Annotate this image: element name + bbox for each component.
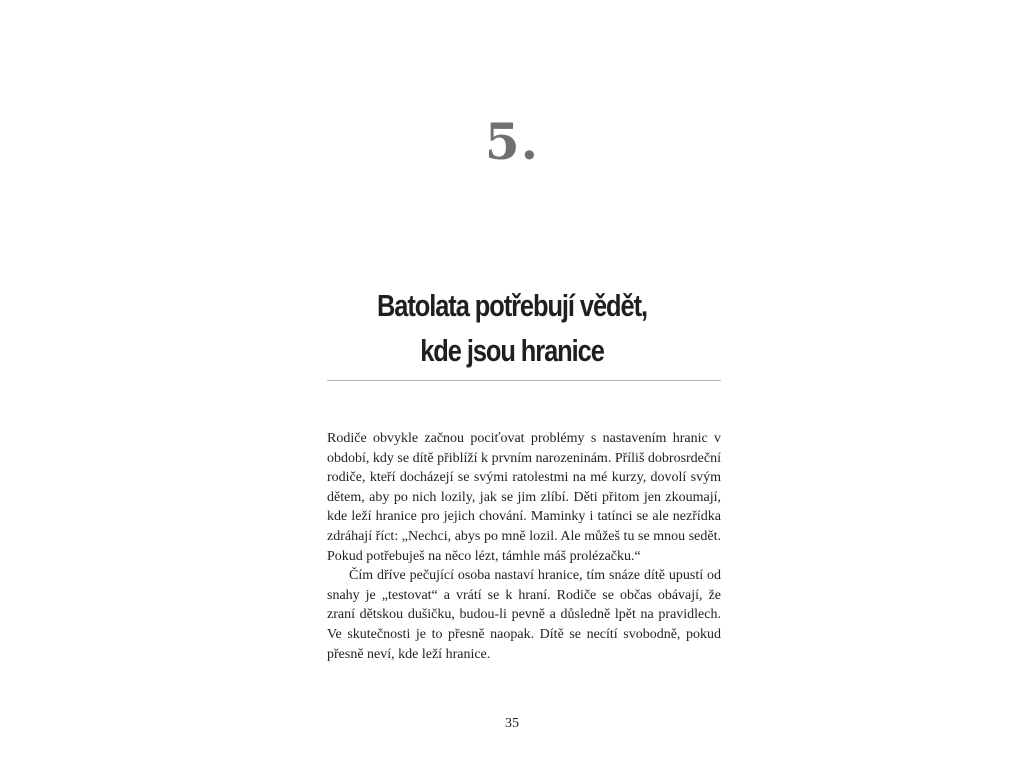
page-number: 35 [505, 716, 519, 731]
chapter-title [338, 283, 686, 373]
title-divider [327, 380, 721, 381]
chapter-number: 5. [484, 112, 540, 171]
paragraph-2: Čím dříve pečující osoba nastaví hranice, tím snáze dítě upustí od snahy je „testovat“ a vrátí se k hraní. Rodiče se občas obávají, že zraní dětskou dušičku, budou-li pevně a důsledně lpět na pravidlech. Ve skutečnosti je to přesně naopak. Dítě se necítí svobodně, pokud přesně neví, kde leží hranice. [327, 568, 721, 662]
paragraph-1: Rodiče obvykle začnou pociťovat problémy s nastavením hranic v období, kdy se dítě přiblíží k prvním narozeninám. Příliš dobrosrdeční rodiče, kteří docházejí se svými ratolestmi na mé kurzy, dovolí svým dětem, aby po nich lozily, jak se jim zlíbí. Děti přitom jen zkoumají, kde leží hranice pro jejich chování. Maminky i tatínci se ale nezřídka zdráhají říct: „Nechci, abys po mně lozil. Ale můžeš tu se mnou sedět. Pokud potřebuješ na něco lézt, támhle máš prolézačku.“ [327, 431, 721, 564]
body-text [327, 429, 721, 664]
chapter-title-line-2: kde jsou hranice [420, 333, 604, 368]
chapter-title-line-1: Batolata potřebují vědět, [377, 288, 647, 323]
